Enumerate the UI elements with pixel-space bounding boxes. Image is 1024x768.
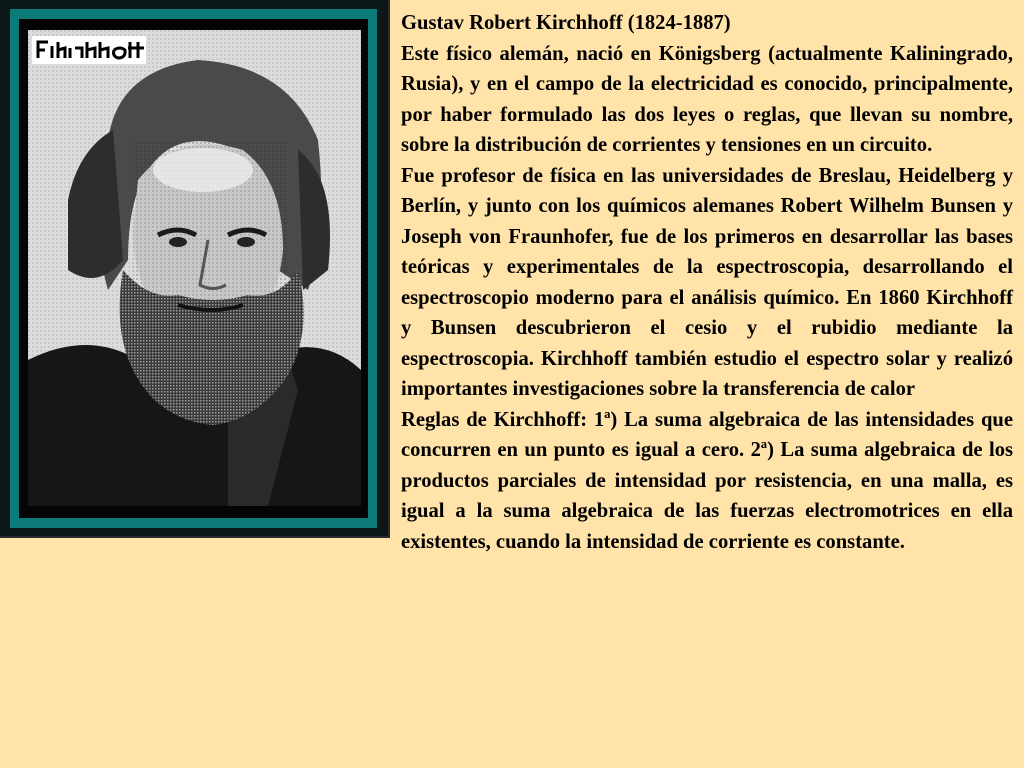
paragraph-career: Fue profesor de física en las universidades de Breslau, Heidelberg y Berlín, y junto con los químicos alemanes Robert Wilhelm Bunsen y Joseph von Fraunhofer, fue de los primeros en desarrollar las bases teóricas y experimentales de la espectroscopia, desarrollando el espectroscopio moderno para el análisis químico. En 1860 Kirchhoff y Bunsen descubrieron el cesio y el rubidio mediante la espectroscopia. Kirchhoff también estudio el espectro solar y realizó importantes investigaciones sobre la transferencia de calor [401,164,1013,400]
paragraph-rules: Reglas de Kirchhoff: 1ª) La suma algebraica de las intensidades que concurren en un punto es igual a cero. 2ª) La suma algebraica de los productos parciales de intensidad por resistencia, en una malla, es igual a la suma algebraica de las fuerzas electromotrices en ella existentes, cuando la intensidad de corriente es constante. [401,408,1013,553]
paragraph-intro: Este físico alemán, nació en Königsberg (actualmente Kaliningrado, Rusia), y en el campo de la electricidad es conocido, principalmente, por haber formulado las dos leyes o reglas, que llevan su nombre, sobre la distribución de corrientes y tensiones en un circuito. [401,42,1013,156]
portrait-image [28,30,361,506]
portrait-frame [0,0,390,538]
biography-text [401,8,1013,557]
portrait-drawing [28,30,361,506]
page-title: Gustav Robert Kirchhoff (1824-1887) [401,12,731,34]
signature-image [32,36,146,64]
